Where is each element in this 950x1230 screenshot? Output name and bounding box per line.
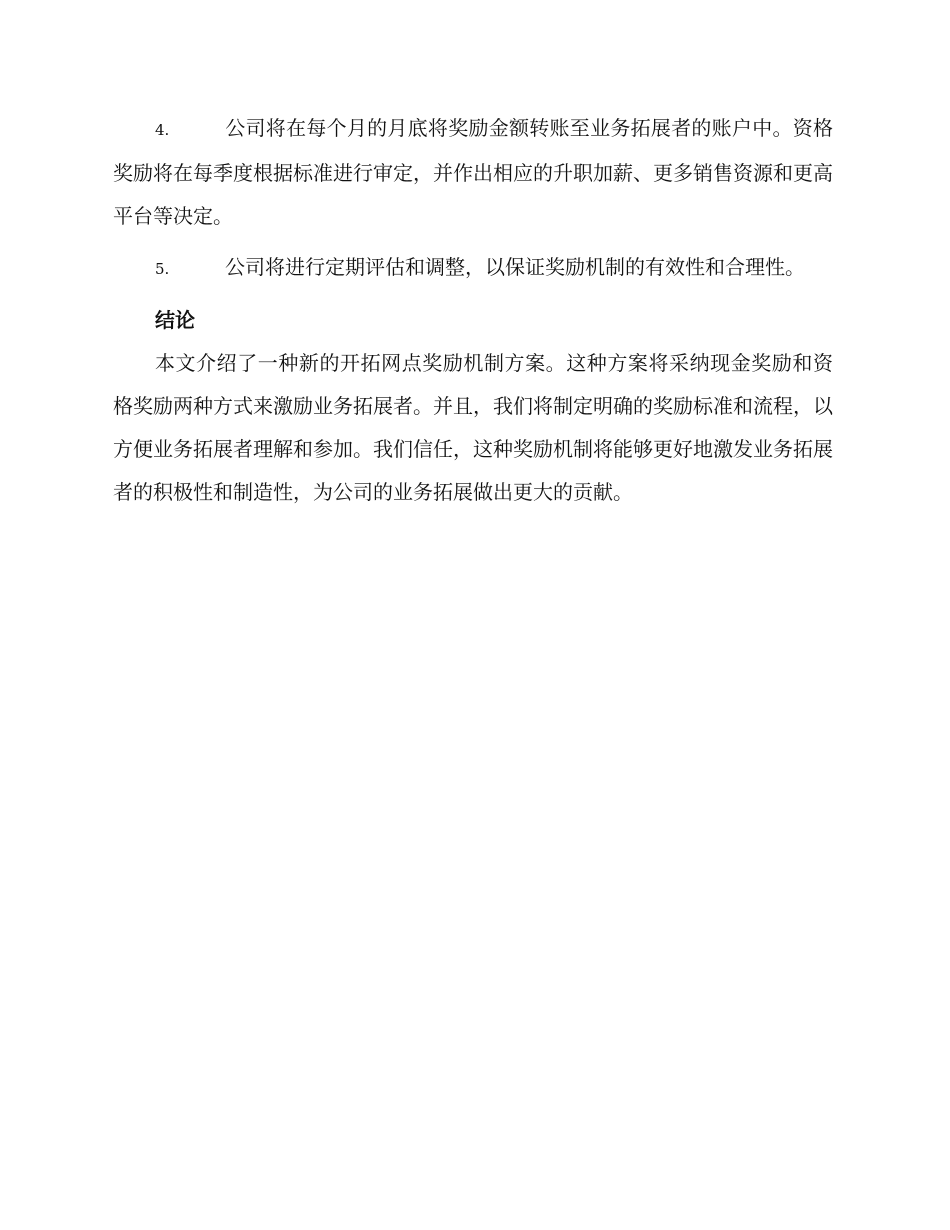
list-item-text: 公司将在每个月的月底将奖励金额转账至业务拓展者的账户中。资格奖励将在每季度根据标准进行审定，并作出相应的升职加薪、更多销售资源和更高平台等决定。 xyxy=(113,116,833,228)
document-body xyxy=(113,107,833,514)
list-item-number: 5. xyxy=(155,260,170,278)
list-item-5 xyxy=(113,246,833,291)
list-item-text: 公司将进行定期评估和调整，以保证奖励机制的有效性和合理性。 xyxy=(225,255,805,279)
conclusion-heading: 结论 xyxy=(155,308,195,332)
list-item-4 xyxy=(113,107,833,238)
conclusion-paragraph: 本文介绍了一种新的开拓网点奖励机制方案。这种方案将采纳现金奖励和资格奖励两种方式来激励业务拓展者。并且，我们将制定明确的奖励标准和流程，以方便业务拓展者理解和参加。我们信任，这种奖励机制将能够更好地激发业务拓展者的积极性和制造性，为公司的业务拓展做出更大的贡献。 xyxy=(113,351,833,504)
list-item-number: 4. xyxy=(155,121,170,139)
